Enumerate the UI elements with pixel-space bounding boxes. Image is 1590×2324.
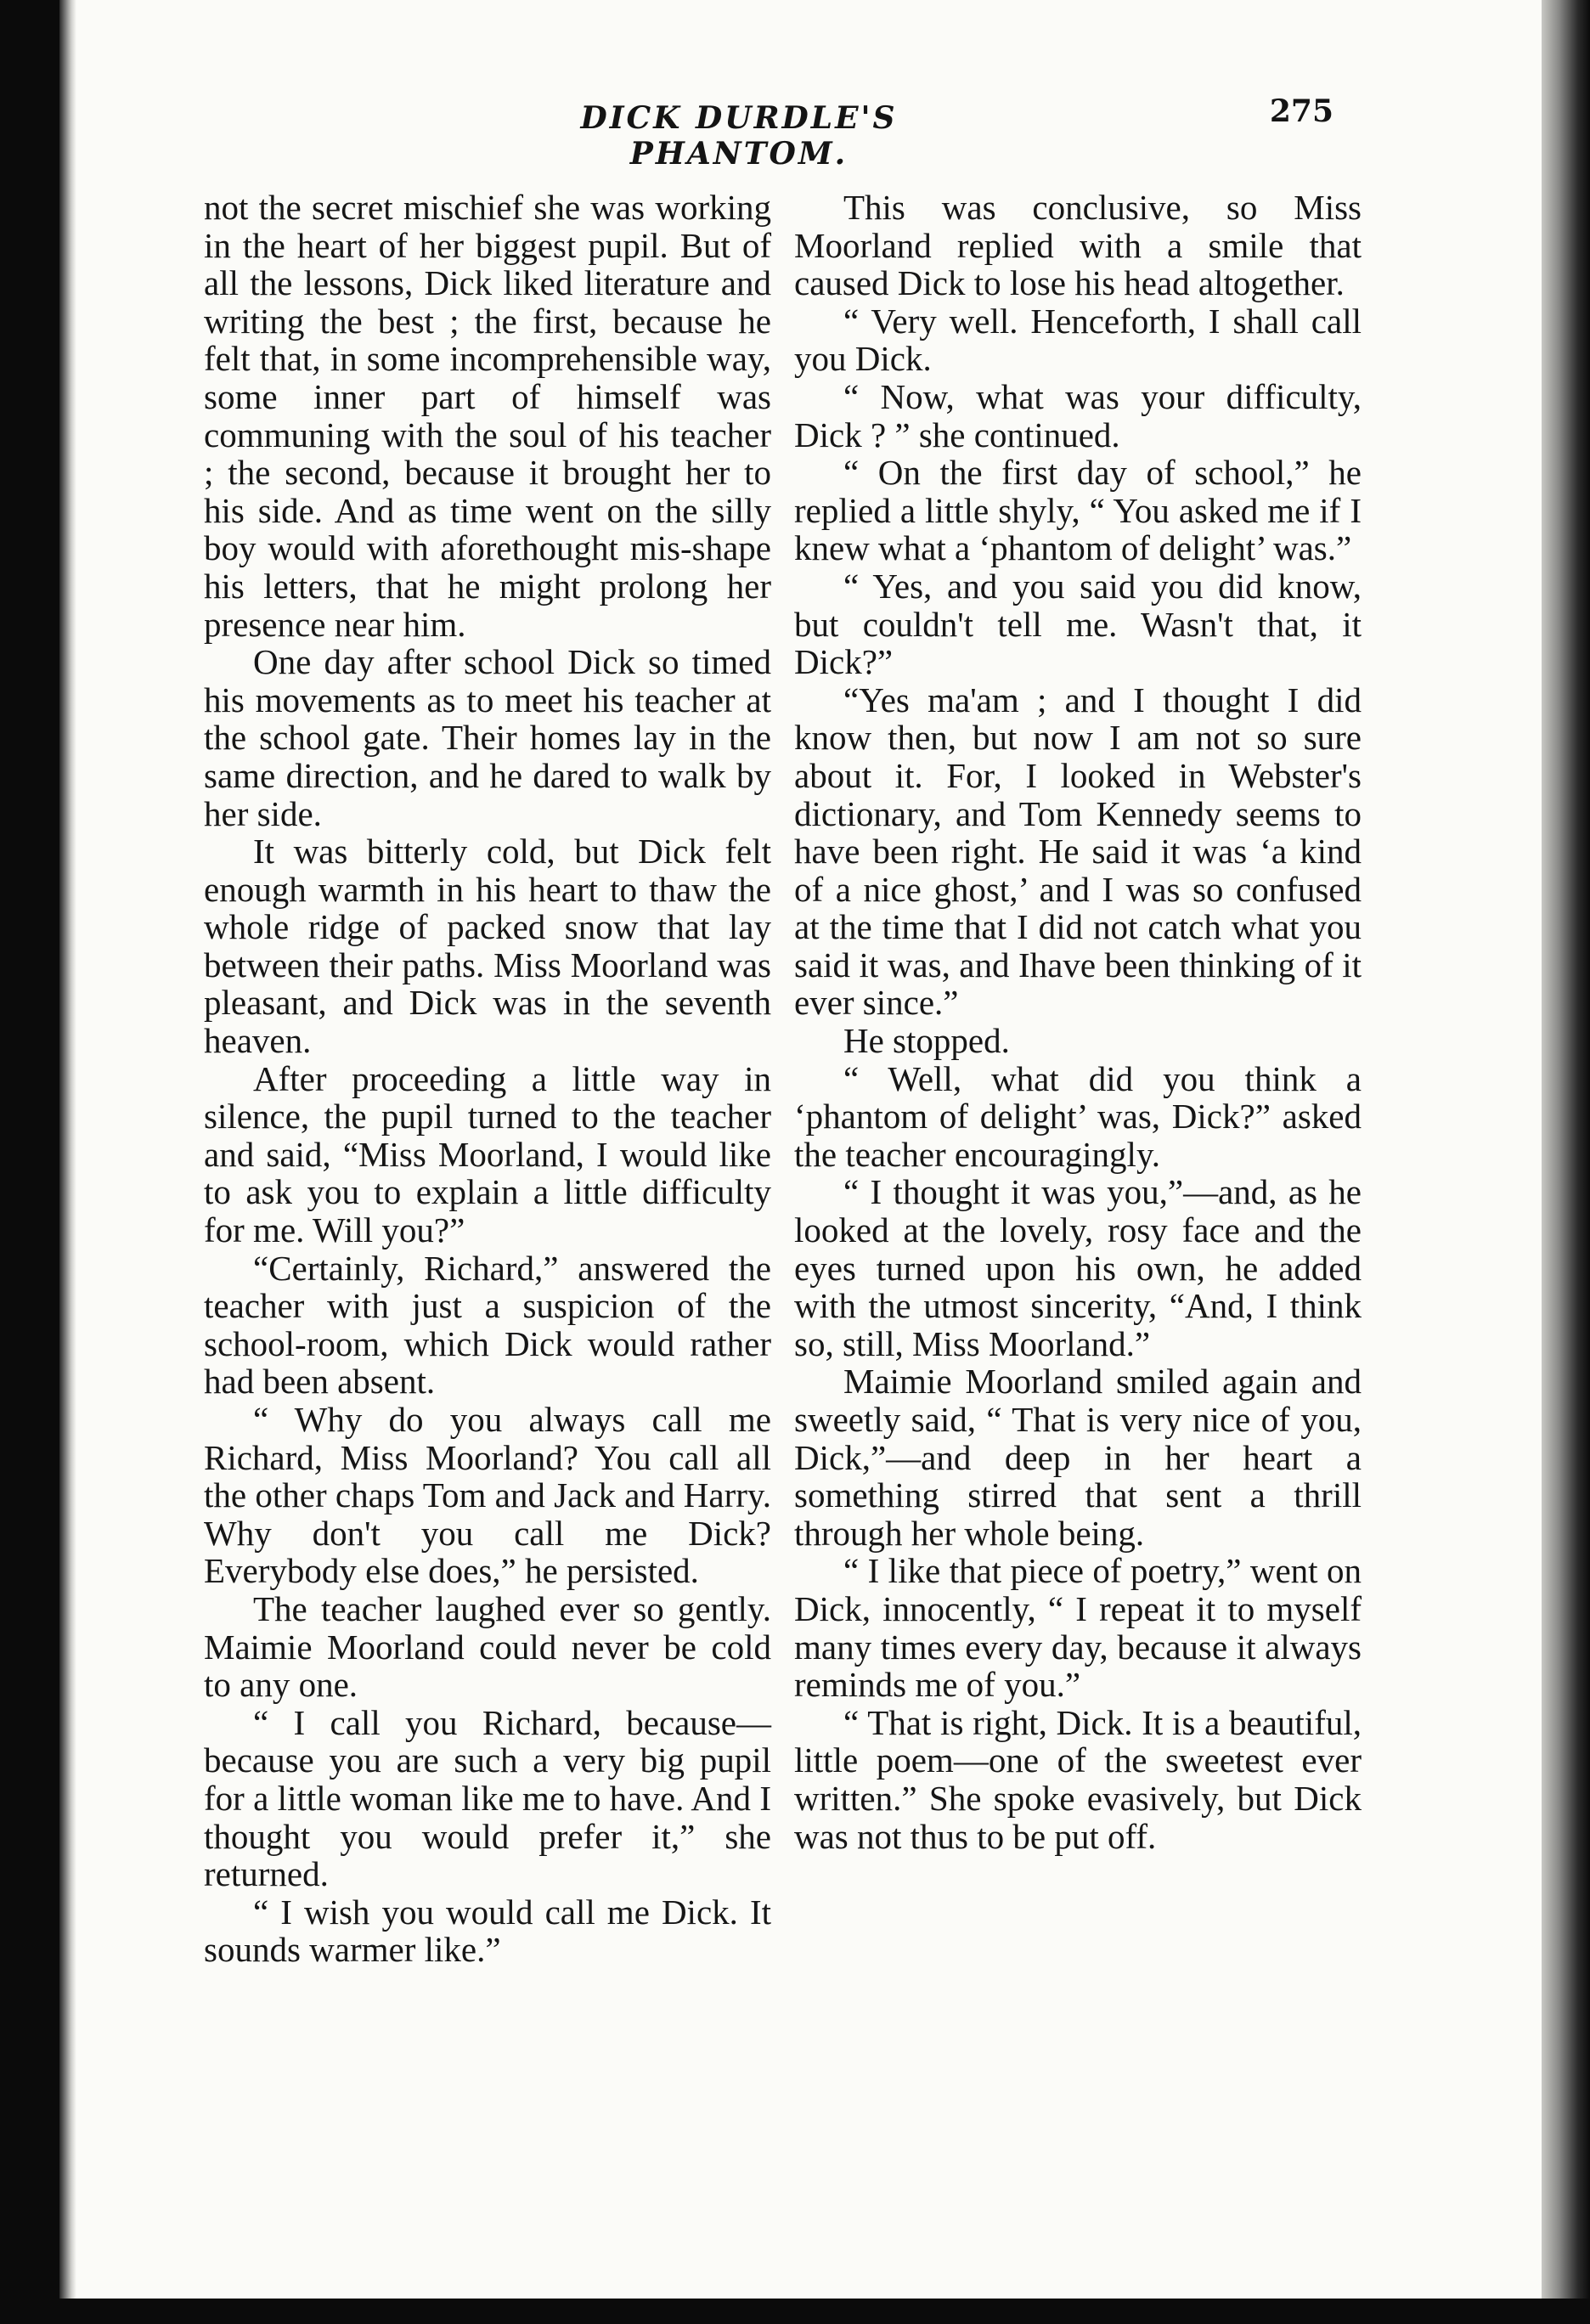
paragraph: “ I thought it was you,”—and, as he looked at the lovely, rosy face and the eyes turned upon his own, he added with the utmost sincerity, “And, I think so, still, Miss Moorland.” <box>794 1172 1362 1363</box>
page-number: 275 <box>1269 93 1333 129</box>
page-edge-shadow <box>1542 0 1590 2324</box>
paragraph: “ I wish you would call me Dick. It sounds warmer like.” <box>204 1892 771 1970</box>
paragraph: “ I like that piece of poetry,” went on Dick, innocently, “ I repeat it to myself many times every day, because it always reminds me of you.” <box>794 1551 1362 1705</box>
paragraph: “Certainly, Richard,” answered the teacher with just a suspicion of the school-room, which Dick would rather had been absent. <box>204 1248 771 1402</box>
paragraph: “ Why do you always call me Richard, Miss Moorland? You call all the other chaps Tom and Jack and Harry. Why don't you call me Dick? Everybody else does,” he persisted. <box>204 1400 771 1591</box>
paragraph: “ Now, what was your difficulty, Dick ? ” she continued. <box>794 376 1362 454</box>
paragraph: “ Well, what did you think a ‘phantom of delight’ was, Dick?” asked the teacher encouragingly. <box>794 1058 1362 1174</box>
running-title: DICK DURDLE'S PHANTOM. <box>580 100 898 172</box>
paragraph: After proceeding a little way in silence, the pupil turned to the teacher and said, “Miss Moorland, I would like to ask you to explain a little difficulty for me. Will you?” <box>204 1058 771 1250</box>
paragraph: “ Yes, and you said you did know, but couldn't tell me. Wasn't that, it Dick?” <box>794 566 1362 682</box>
paragraph: One day after school Dick so timed his movements as to meet his teacher at the school gate. Their homes lay in the same direction, and he dared to walk by her side. <box>204 642 771 833</box>
right-column <box>794 189 1362 1855</box>
paragraph: “Yes ma'am ; and I thought I did know then, but now I am not so sure about it. For, I looked in Webster's dictionary, and Tom Kennedy seems to have been right. He said it was ‘a kind of a nice ghost,’ and I was so confused at the time that I did not catch what you said it was, and Ihave been thinking of it ever since.” <box>794 680 1362 1023</box>
scan-bottom-border <box>0 2299 1590 2324</box>
paragraph: The teacher laughed ever so gently. Maimie Moorland could never be cold to any one. <box>204 1588 771 1705</box>
paragraph: “ Very well. Henceforth, I shall call you Dick. <box>794 301 1362 379</box>
paragraph: not the secret mischief she was working in the heart of her biggest pupil. But of all the lessons, Dick liked literature and writing the best ; the first, because he felt that, in some incomprehensible way, some inner part of himself was communing with the soul of his teacher ; the second, because it brought her to his side. And as time went on the silly boy would with aforethought mis-shape his letters, that he might prolong her presence near him. <box>204 188 771 644</box>
paragraph: This was conclusive, so Miss Moorland replied with a smile that caused Dick to lose his head altogether. <box>794 188 1362 303</box>
left-column <box>204 189 771 1969</box>
paragraph: He stopped. <box>843 1021 1010 1061</box>
paragraph: “ That is right, Dick. It is a beautiful, little poem—one of the sweetest ever written.” She spoke evasively, but Dick was not thus to be put off. <box>794 1702 1362 1856</box>
paragraph: “ On the first day of school,” he replied a little shyly, “ You asked me if I knew what a ‘phantom of delight’ was.” <box>794 453 1362 568</box>
paragraph: “ I call you Richard, because— because you are such a very big pupil for a little woman like me to have. And I thought you would prefer it,” she returned. <box>204 1702 771 1894</box>
paragraph: It was bitterly cold, but Dick felt enough warmth in his heart to thaw the whole ridge of packed snow that lay between their paths. Miss Moorland was pleasant, and Dick was in the seventh heaven. <box>204 832 771 1061</box>
page-gutter-shadow <box>59 0 76 2324</box>
paragraph: Maimie Moorland smiled again and sweetly said, “ That is very nice of you, Dick,”—and deep in her heart a something stirred that sent a thrill through her whole being. <box>794 1362 1362 1553</box>
